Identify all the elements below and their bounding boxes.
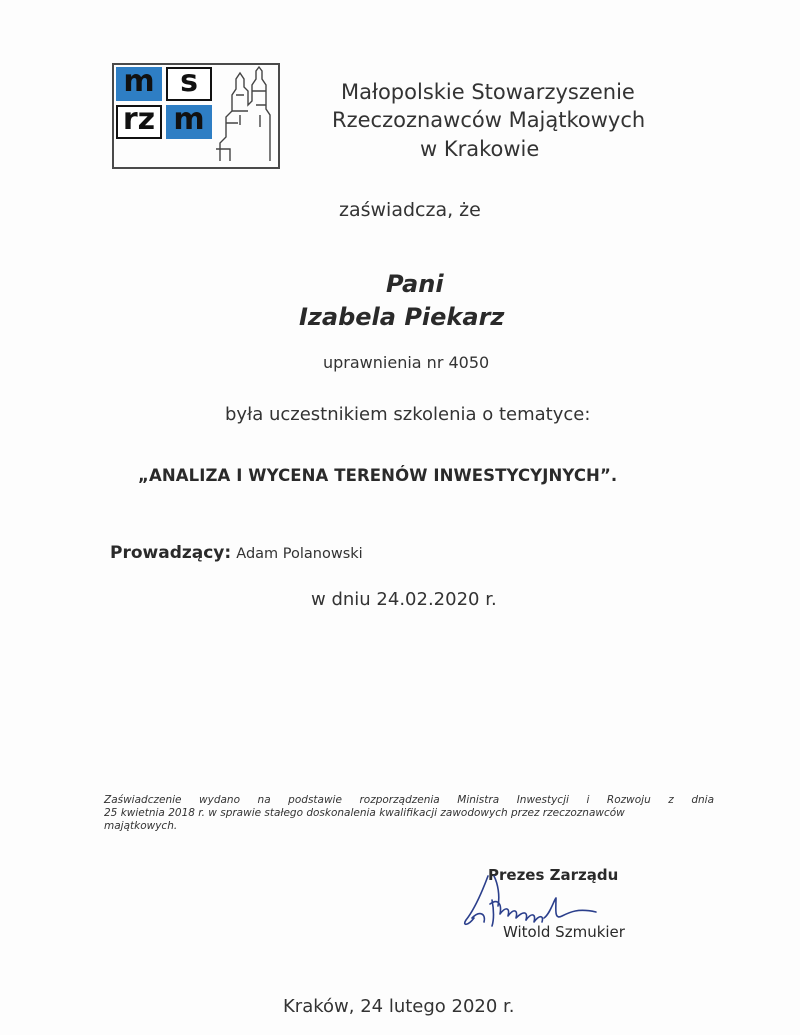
training-date: w dniu 24.02.2020 r.	[311, 589, 497, 610]
logo-tile-m	[116, 64, 162, 101]
participation-text: była uczestnikiem szkolenia o tematyce:	[225, 404, 591, 425]
logo-tile-s	[166, 64, 212, 101]
logo-tile-rz	[116, 102, 162, 139]
legal-footnote	[104, 794, 714, 833]
signature-role: Prezes Zarządu	[488, 866, 619, 884]
footnote-line: Zaświadczenie wydano na podstawie rozporządzenia Ministra Inwestycji i Rozwoju z dnia	[104, 794, 714, 806]
instructor-label: Prowadzący:	[110, 543, 232, 563]
logo-letter: m	[123, 64, 155, 99]
instructor-line	[110, 543, 363, 563]
training-topic: „ANALIZA I WYCENA TERENÓW INWESTYCYJNYCH”.	[138, 466, 618, 485]
footnote-line: majątkowych.	[104, 820, 178, 832]
salutation: Pani	[386, 270, 444, 298]
msrzm-logo	[112, 63, 280, 169]
logo-letter: s	[180, 64, 198, 99]
logo-tile-m2	[166, 102, 212, 139]
org-name-line1: Małopolskie Stowarzyszenie	[341, 80, 635, 104]
instructor-name: Adam Polanowski	[236, 546, 363, 562]
footnote-line: 25 kwietnia 2018 r. w sprawie stałego doskonalenia kwalifikacji zawodowych przez rzeczoznawców	[104, 807, 625, 819]
castle-skyline-icon	[216, 65, 274, 163]
logo-letter: rz	[122, 102, 156, 137]
certifies-text: zaświadcza, że	[339, 199, 481, 221]
signatory-name: Witold Szmukier	[503, 923, 625, 941]
license-number: uprawnienia nr 4050	[323, 353, 490, 372]
place-and-date: Kraków, 24 lutego 2020 r.	[283, 996, 515, 1017]
org-name-line2: Rzeczoznawców Majątkowych	[332, 108, 646, 132]
recipient-name: Izabela Piekarz	[299, 303, 505, 331]
org-name-line3: w Krakowie	[420, 137, 540, 161]
logo-letter: m	[173, 102, 205, 137]
